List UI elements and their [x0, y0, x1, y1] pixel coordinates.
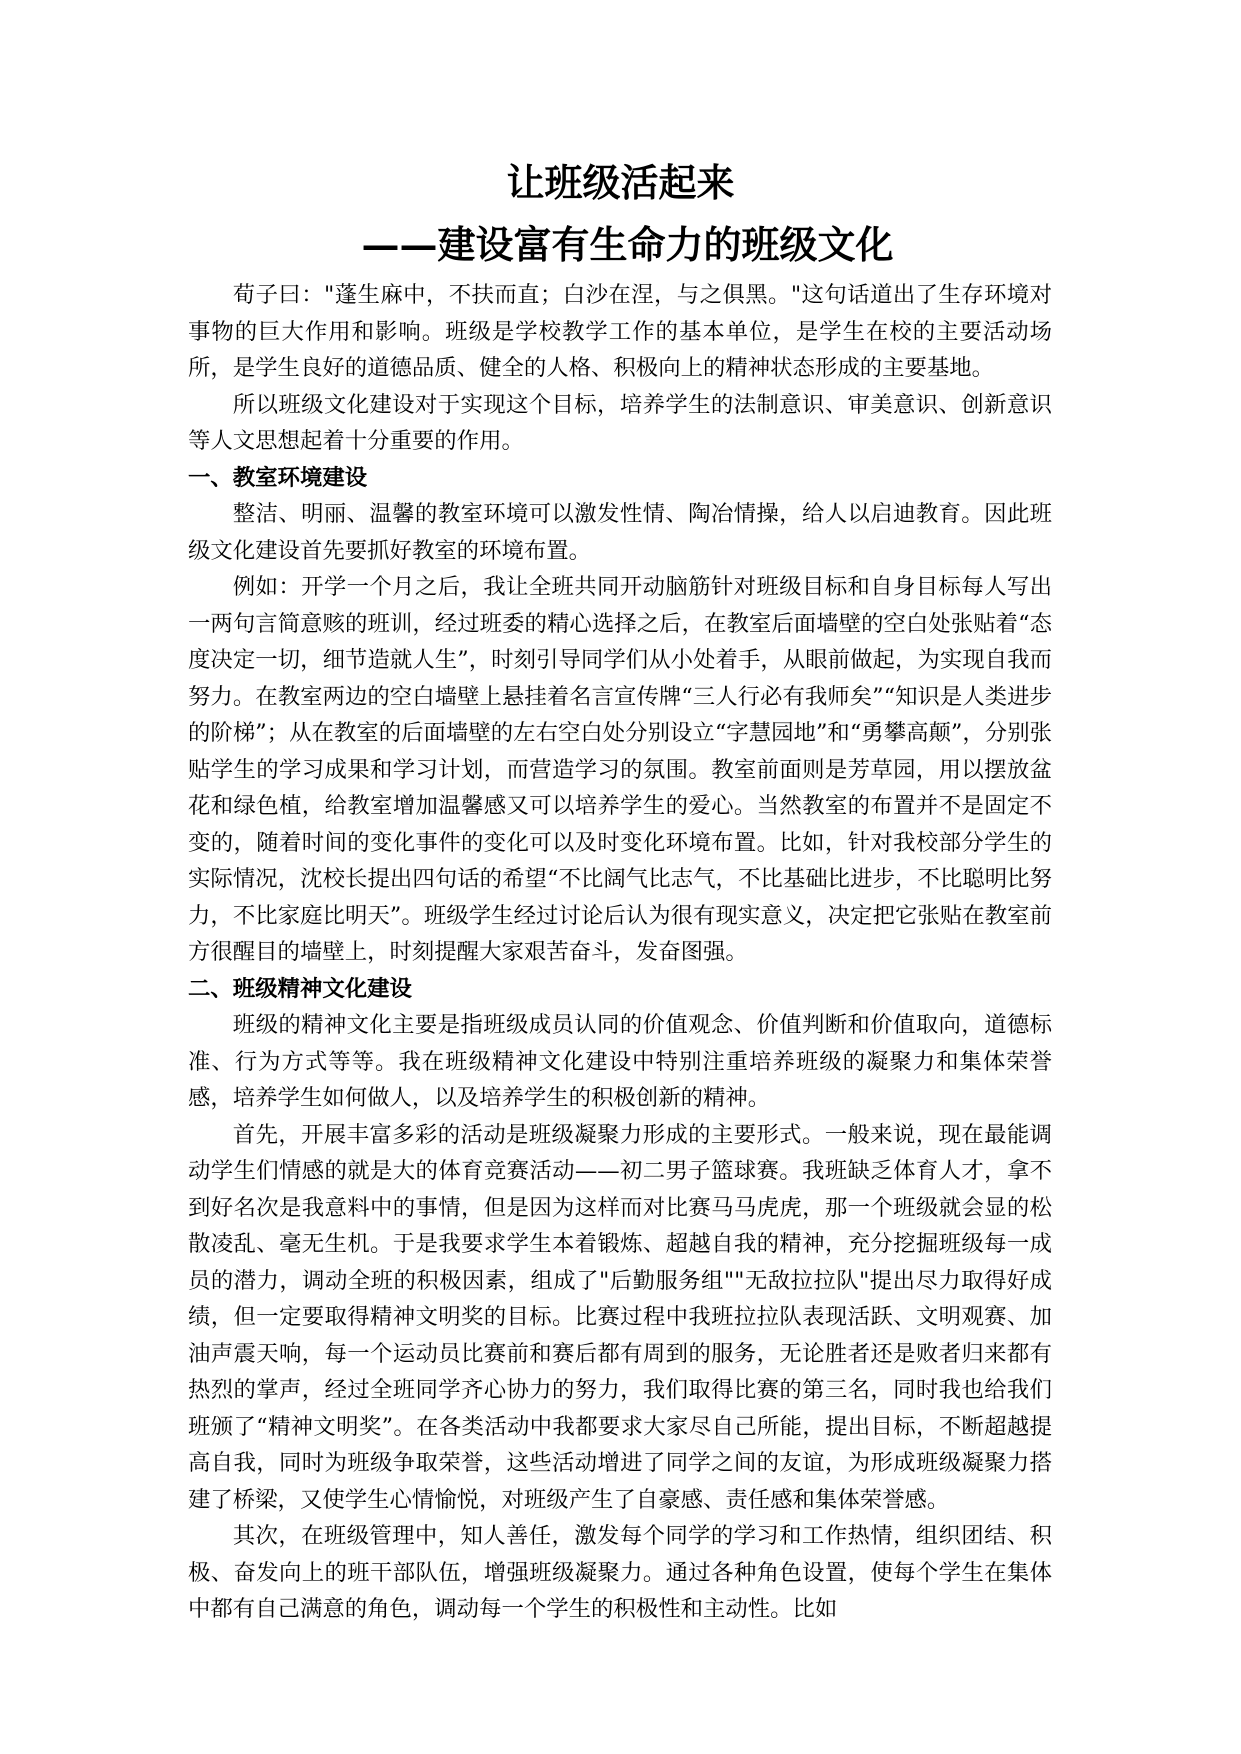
paragraph-section1-1: 整洁、明丽、温馨的教室环境可以激发性情、陶冶情操，给人以启迪教育。因此班级文化建设首先要抓好教室的环境布置。 [188, 501, 1052, 564]
paragraph-section2-2: 首先，开展丰富多彩的活动是班级凝聚力形成的主要形式。一般来说，现在最能调动学生们情感的就是大的体育竞赛活动——初二男子篮球赛。我班缺乏体育人才，拿不到好名次是我意料中的事情，但是因为这样而对比赛马马虎虎，那一个班级就会显的松散凌乱、毫无生机。于是我要求学生本着锻炼、超越自我的精神，充分挖掘班级每一成员的潜力，调动全班的积极因素，组成了"后勤服务组""无敌拉拉队"提出尽力取得好成绩，但一定要取得精神文明奖的目标。比赛过程中我班拉拉队表现活跃、文明观赛、加油声震天响，每一个运动员比赛前和赛后都有周到的服务，无论胜者还是败者归来都有热烈的掌声，经过全班同学齐心协力的努力，我们取得比赛的第三名，同时我也给我们班颁了“精神文明奖”。在各类活动中我都要求大家尽自己所能，提出目标，不断超越提高自我，同时为班级争取荣誉，这些活动增进了同学之间的友谊，为形成班级凝聚力搭建了桥梁，又使学生心情愉悦，对班级产生了自豪感、责任感和集体荣誉感。 [188, 1121, 1052, 1513]
document-title: 让班级活起来 [506, 160, 735, 205]
paragraph-section2-1: 班级的精神文化主要是指班级成员认同的价值观念、价值判断和价值取向，道德标准、行为方式等等。我在班级精神文化建设中特别注重培养班级的凝聚力和集体荣誉感，培养学生如何做人，以及培养学生的积极创新的精神。 [188, 1012, 1052, 1111]
paragraph-section2-3: 其次，在班级管理中，知人善任，激发每个同学的学习和工作热情，组织团结、积极、奋发向上的班干部队伍，增强班级凝聚力。通过各种角色设置，使每个学生在集体中都有自己满意的角色，调动每一个学生的积极性和主动性。比如 [188, 1523, 1052, 1622]
section-heading-classroom-environment: 一、教室环境建设 [188, 464, 368, 491]
paragraph-section1-2: 例如：开学一个月之后，我让全班共同开动脑筋针对班级目标和自身目标每人写出一两句言简意赅的班训，经过班委的精心选择之后，在教室后面墙壁的空白处张贴着“态度决定一切，细节造就人生”，时刻引导同学们从小处着手，从眼前做起，为实现自我而努力。在教室两边的空白墙壁上悬挂着名言宣传牌“三人行必有我师矣”“知识是人类进步的阶梯”；从在教室的后面墙壁的左右空白处分别设立“字慧园地”和“勇攀高颠”，分别张贴学生的学习成果和学习计划，而营造学习的氛围。教室前面则是芳草园，用以摆放盆花和绿色植，给教室增加温馨感又可以培养学生的爱心。当然教室的布置并不是固定不变的，随着时间的变化事件的变化可以及时变化环境布置。比如，针对我校部分学生的实际情况，沈校长提出四句话的希望“不比阔气比志气，不比基础比进步，不比聪明比努力，不比家庭比明天”。班级学生经过讨论后认为很有现实意义，决定把它张贴在教室前方很醒目的墙壁上，时刻提醒大家艰苦奋斗，发奋图强。 [188, 574, 1052, 965]
paragraph-intro-2: 所以班级文化建设对于实现这个目标，培养学生的法制意识、审美意识、创新意识等人文思想起着十分重要的作用。 [188, 391, 1052, 454]
paragraph-intro-1: 荀子曰："蓬生麻中，不扶而直；白沙在涅，与之俱黑。"这句话道出了生存环境对事物的巨大作用和影响。班级是学校教学工作的基本单位，是学生在校的主要活动场所，是学生良好的道德品质、健全的人格、积极向上的精神状态形成的主要基地。 [188, 282, 1052, 381]
document-body [188, 277, 1052, 1628]
section-heading-spiritual-culture: 二、班级精神文化建设 [188, 975, 412, 1002]
document-subtitle: ——建设富有生命力的班级文化 [361, 222, 894, 267]
